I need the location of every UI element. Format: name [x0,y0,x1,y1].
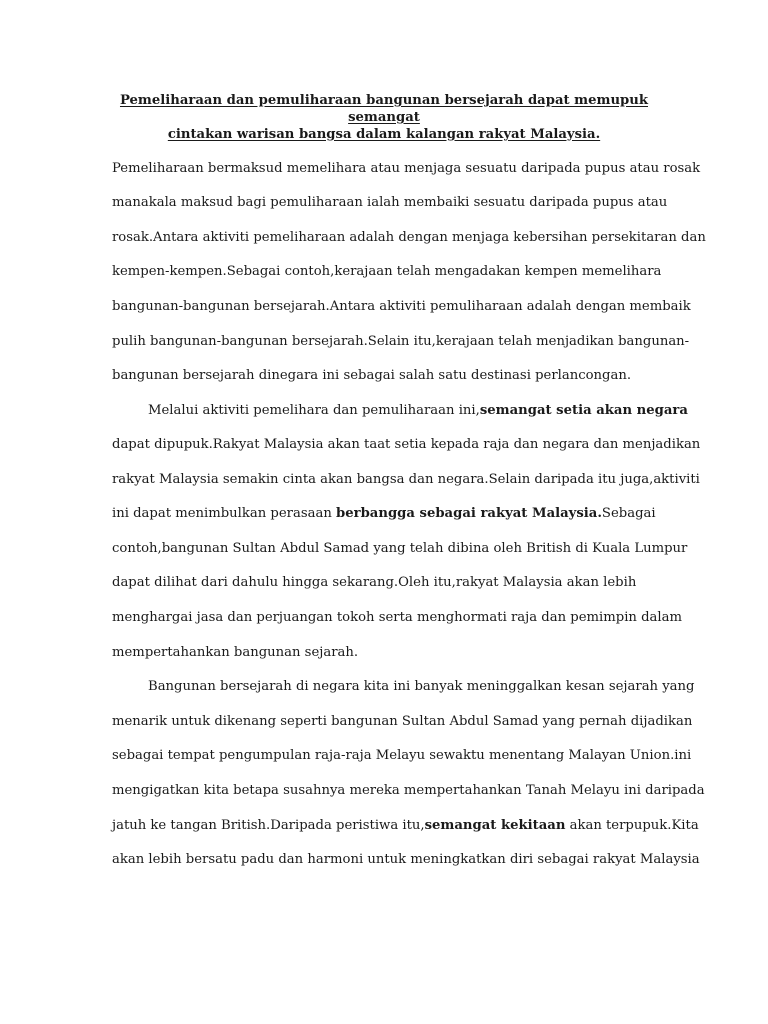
paragraph-3-line-3: sebagai tempat pengumpulan raja-raja Melayu sewaktu menentang Malayan Union.ini [112,748,692,763]
paragraph-2-line-4-tail: Sebagai [601,506,656,521]
paragraph-3-line-6: akan lebih bersatu padu dan harmoni untuk meningkatkan diri sebagai rakyat Malaysia [112,852,700,867]
paragraph-2-line-1 [148,402,688,420]
paragraph-2-line-3: rakyat Malaysia semakin cinta akan bangsa dan negara.Selain daripada itu juga,aktiviti [112,472,700,487]
paragraph-3-line-5-tail: akan terpupuk.Kita [565,818,699,833]
bold-phrase-setia: semangat setia akan negara [479,403,688,418]
paragraph-2-line-8: mempertahankan bangunan sejarah. [112,645,359,660]
paragraph-1-line-1: Pemeliharaan bermaksud memelihara atau menjaga sesuatu daripada pupus atau rosak [112,161,701,176]
paragraph-1-line-2: manakala maksud bagi pemuliharaan ialah membaiki sesuatu daripada pupus atau [112,195,668,210]
paragraph-1-line-5: bangunan-bangunan bersejarah.Antara aktiviti pemuliharaan adalah dengan membaik [112,299,691,314]
paragraph-2-line-6: dapat dilihat dari dahulu hingga sekarang.Oleh itu,rakyat Malaysia akan lebih [112,575,637,590]
paragraph-2-line-1-text: Melalui aktiviti pemelihara dan pemuliharaan ini, [148,403,480,418]
paragraph-3-line-5-text: jatuh ke tangan British.Daripada peristiwa itu, [112,818,425,833]
title-line-2: cintakan warisan bangsa dalam kalangan rakyat Malaysia. [167,127,601,142]
paragraph-2-line-4 [112,505,656,523]
bold-phrase-berbangga: berbangga sebagai rakyat Malaysia. [336,506,602,521]
paragraph-1-line-3: rosak.Antara aktiviti pemeliharaan adalah dengan menjaga kebersihan persekitaran dan [112,230,706,245]
paragraph-3-line-4: mengigatkan kita betapa susahnya mereka mempertahankan Tanah Melayu ini daripada [112,783,705,798]
paragraph-2-line-5: contoh,bangunan Sultan Abdul Samad yang telah dibina oleh British di Kuala Lumpur [112,541,688,556]
essay-title [100,92,668,143]
paragraph-3-line-1: Bangunan bersejarah di negara kita ini banyak meninggalkan kesan sejarah yang [148,679,695,694]
paragraph-2-line-2: dapat dipupuk.Rakyat Malaysia akan taat setia kepada raja dan negara dan menjadikan [112,437,701,452]
title-line-1: Pemeliharaan dan pemuliharaan bangunan bersejarah dapat memupuk semangat [119,93,648,125]
paragraph-3-line-2: menarik untuk dikenang seperti bangunan Sultan Abdul Samad yang pernah dijadikan [112,714,693,729]
paragraph-2-line-7: menghargai jasa dan perjuangan tokoh serta menghormati raja dan pemimpin dalam [112,610,683,625]
bold-phrase-kekitaan: semangat kekitaan [424,818,566,833]
paragraph-2-line-4-text: ini dapat menimbulkan perasaan [112,506,337,521]
paragraph-1-line-6: pulih bangunan-bangunan bersejarah.Selain itu,kerajaan telah menjadikan bangunan- [112,334,690,349]
paragraph-1-line-4: kempen-kempen.Sebagai contoh,kerajaan telah mengadakan kempen memelihara [112,264,662,279]
paragraph-1-line-7: bangunan bersejarah dinegara ini sebagai salah satu destinasi perlancongan. [112,368,632,383]
paragraph-3-line-5 [112,817,699,835]
